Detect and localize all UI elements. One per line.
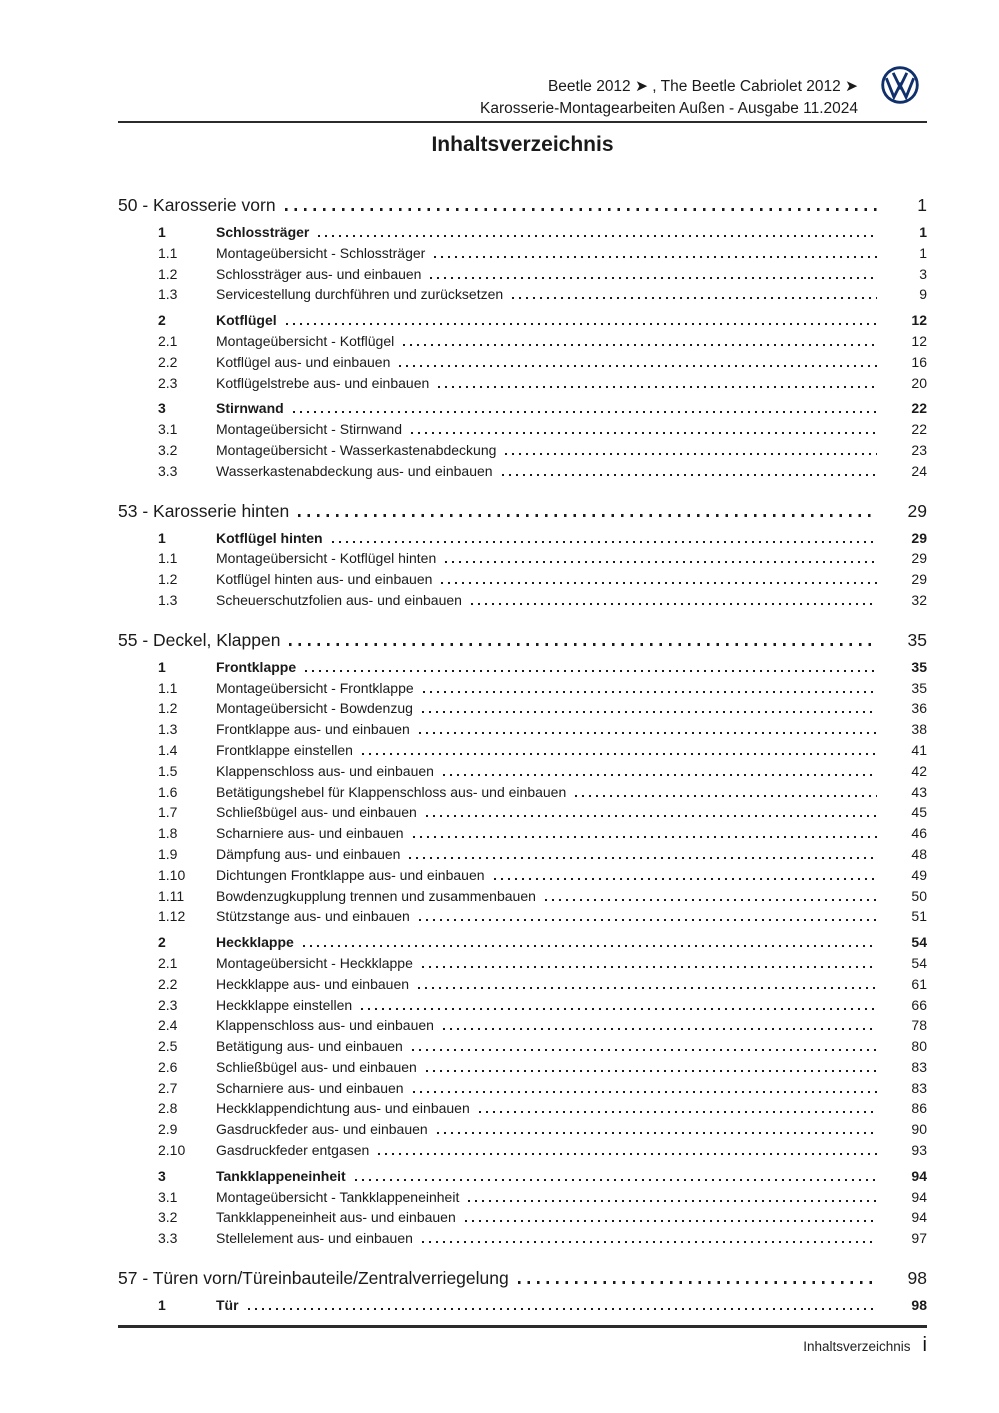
toc-chapter-row[interactable] xyxy=(118,1267,927,1289)
dotted-leader xyxy=(468,1200,877,1202)
toc-item-page: 42 xyxy=(911,762,927,779)
toc-item-number: 3 xyxy=(158,1167,166,1184)
toc-item-title: Schlossträger xyxy=(216,224,310,240)
dotted-leader xyxy=(411,432,877,434)
toc-item-number: 1.1 xyxy=(158,679,178,696)
toc-item-title: Kotflügel hinten xyxy=(216,529,323,546)
toc-item-page: 78 xyxy=(911,1017,927,1034)
toc-item-row[interactable] xyxy=(118,657,927,678)
toc-item-number: 1.11 xyxy=(158,887,185,904)
toc-item-page: 94 xyxy=(911,1188,927,1205)
toc-item-title: Tankklappeneinheit xyxy=(216,1167,346,1184)
toc-item-row[interactable] xyxy=(118,1295,927,1316)
dotted-leader xyxy=(441,582,877,584)
toc-item-row[interactable] xyxy=(118,590,927,611)
page-title: Inhaltsverzeichnis xyxy=(431,133,614,156)
toc-item-row[interactable] xyxy=(118,310,927,331)
dotted-leader xyxy=(298,514,877,517)
toc-item-title: Montageübersicht - Bowdenzug xyxy=(216,700,413,717)
dotted-leader xyxy=(422,1241,877,1243)
toc-item-number: 1.1 xyxy=(158,550,178,567)
toc-item-row[interactable] xyxy=(118,398,927,419)
toc-chapter-page: 35 xyxy=(907,629,927,650)
toc-item-page: 98 xyxy=(911,1297,927,1314)
toc-item-number: 1.1 xyxy=(158,244,178,261)
toc-item-number: 2.10 xyxy=(158,1142,186,1159)
toc-chapter-page: 29 xyxy=(907,500,927,521)
toc-item-number: 2.7 xyxy=(158,1079,178,1096)
toc-item-number: 1.7 xyxy=(158,804,178,821)
toc-item-title: Heckklappendichtung aus- und einbauen xyxy=(216,1100,470,1117)
toc-item-title: Bowdenzugkupplung trennen und zusammenbauen xyxy=(216,887,536,904)
dotted-leader xyxy=(355,1179,877,1181)
toc-item-title: Scharniere aus- und einbauen xyxy=(216,825,404,842)
toc-item-title: Gasdruckfeder entgasen xyxy=(216,1142,370,1159)
dotted-leader xyxy=(285,208,877,211)
toc-item-page: 23 xyxy=(911,441,927,458)
toc-item-title: Montageübersicht - Tankklappeneinheit xyxy=(216,1188,460,1205)
toc-item-number: 1.10 xyxy=(158,866,186,883)
dotted-leader xyxy=(471,603,877,605)
toc-item-page: 49 xyxy=(911,866,927,883)
toc-item-row[interactable] xyxy=(118,974,927,995)
toc-item-number: 2.6 xyxy=(158,1058,178,1075)
dotted-leader xyxy=(545,899,877,901)
dotted-leader xyxy=(419,919,877,921)
toc-item-page: 22 xyxy=(911,421,927,438)
toc-item-row[interactable] xyxy=(118,528,927,549)
dotted-leader xyxy=(362,753,877,755)
toc-item-page: 32 xyxy=(911,591,927,608)
toc-item-number: 3.2 xyxy=(158,441,178,458)
toc-item-title: Dichtungen Frontklappe aus- und einbauen xyxy=(216,866,485,883)
toc-item-number: 2.3 xyxy=(158,996,178,1013)
toc-item-title: Heckklappe aus- und einbauen xyxy=(216,975,410,992)
toc-item-page: 51 xyxy=(911,908,927,925)
toc-item-row[interactable] xyxy=(118,1057,927,1078)
toc-item-number: 1 xyxy=(158,1297,166,1314)
toc-item-row[interactable] xyxy=(118,1119,927,1140)
toc-item-title: Frontklappe xyxy=(216,658,297,675)
dotted-leader xyxy=(413,836,877,838)
toc-chapter-label: 55 - Deckel, Klappen xyxy=(118,629,281,650)
toc-item-number: 3.2 xyxy=(158,1209,178,1226)
toc-item-number: 1 xyxy=(158,658,166,675)
toc-item-row[interactable] xyxy=(118,243,927,264)
dotted-leader xyxy=(412,1049,877,1051)
toc-item-page: 1 xyxy=(919,224,927,240)
dotted-leader xyxy=(423,691,877,693)
toc-item-page: 29 xyxy=(911,550,927,567)
toc-item-row[interactable] xyxy=(118,761,927,782)
toc-item-row[interactable] xyxy=(118,719,927,740)
toc-item-number: 1 xyxy=(158,529,166,546)
toc-item-number: 1.8 xyxy=(158,825,178,842)
toc-item-page: 90 xyxy=(911,1121,927,1138)
toc-item-row[interactable] xyxy=(118,548,927,569)
toc-chapter-page: 1 xyxy=(917,195,927,215)
dotted-leader xyxy=(438,386,877,388)
toc-item-number: 2.8 xyxy=(158,1100,178,1117)
toc-item-page: 24 xyxy=(911,462,927,479)
toc-item-number: 2.9 xyxy=(158,1121,178,1138)
toc-item-page: 1 xyxy=(919,244,927,261)
header-model-line: Beetle 2012 ➤ , The Beetle Cabriolet 2012 ➤ xyxy=(547,78,858,95)
toc-item-number: 1.12 xyxy=(158,908,186,925)
dotted-leader xyxy=(419,732,877,734)
toc xyxy=(118,194,927,1316)
footer-page-number: i xyxy=(922,1334,927,1356)
toc-item-page: 86 xyxy=(911,1100,927,1117)
header-divider xyxy=(118,121,927,123)
toc-item-page: 22 xyxy=(911,400,927,417)
toc-item-page: 29 xyxy=(911,529,927,546)
footer-divider xyxy=(118,1325,927,1328)
toc-item-title: Scharniere aus- und einbauen xyxy=(216,1079,404,1096)
dotted-leader xyxy=(434,256,877,258)
toc-item-title: Montageübersicht - Kotflügel hinten xyxy=(216,550,437,567)
toc-item-page: 94 xyxy=(911,1209,927,1226)
toc-item-number: 2.3 xyxy=(158,374,178,391)
toc-item-number: 2.1 xyxy=(158,954,178,971)
dotted-leader xyxy=(248,1308,877,1310)
dotted-leader xyxy=(361,1008,877,1010)
toc-item-row[interactable] xyxy=(118,1015,927,1036)
dotted-leader xyxy=(422,711,877,713)
document-header xyxy=(480,76,858,119)
toc-item-number: 1.9 xyxy=(158,845,178,862)
toc-item-page: 83 xyxy=(911,1079,927,1096)
dotted-leader xyxy=(418,987,877,989)
toc-item-number: 2.4 xyxy=(158,1017,178,1034)
dotted-leader xyxy=(445,561,877,563)
toc-item-number: 1.2 xyxy=(158,265,178,282)
toc-item-row[interactable] xyxy=(118,440,927,461)
toc-item-page: 41 xyxy=(911,741,927,758)
toc-item-page: 3 xyxy=(919,265,927,282)
dotted-leader xyxy=(502,474,877,476)
document-footer xyxy=(803,1334,927,1357)
dotted-leader xyxy=(286,323,877,325)
toc-item-row[interactable] xyxy=(118,823,927,844)
toc-item-title: Dämpfung aus- und einbauen xyxy=(216,845,401,862)
dotted-leader xyxy=(318,235,877,237)
toc-item-title: Kotflügel hinten aus- und einbauen xyxy=(216,571,433,588)
toc-item-page: 66 xyxy=(911,996,927,1013)
toc-item-row[interactable] xyxy=(118,373,927,394)
toc-item-title: Schließbügel aus- und einbauen xyxy=(216,804,417,821)
header-manual-line: Karosserie-Montagearbeiten Außen - Ausgabe 11.2024 xyxy=(480,99,858,117)
toc-item-number: 1.3 xyxy=(158,721,178,738)
dotted-leader xyxy=(332,541,877,543)
toc-item-row[interactable] xyxy=(118,461,927,482)
dotted-leader xyxy=(399,365,877,367)
toc-chapter xyxy=(118,194,927,482)
toc-item-number: 1.3 xyxy=(158,591,178,608)
toc-item-title: Servicestellung durchführen und zurücksetzen xyxy=(216,286,504,303)
toc-item-row[interactable] xyxy=(118,1187,927,1208)
toc-item-row[interactable] xyxy=(118,419,927,440)
toc-item-row[interactable] xyxy=(118,1140,927,1161)
dotted-leader xyxy=(409,857,877,859)
toc-item-row[interactable] xyxy=(118,953,927,974)
dotted-leader xyxy=(378,1153,877,1155)
dotted-leader xyxy=(443,1028,877,1030)
toc-item-title: Stellelement aus- und einbauen xyxy=(216,1230,413,1247)
toc-chapter-page: 98 xyxy=(907,1268,927,1289)
vw-logo-icon xyxy=(881,66,919,104)
dotted-leader xyxy=(289,643,877,646)
toc-item-number: 1.5 xyxy=(158,762,178,779)
toc-item-page: 45 xyxy=(911,804,927,821)
dotted-leader xyxy=(426,815,877,817)
toc-item-page: 36 xyxy=(911,700,927,717)
toc-item-title: Frontklappe aus- und einbauen xyxy=(216,721,410,738)
toc-item-page: 54 xyxy=(911,934,927,951)
toc-item-title: Kotflügel aus- und einbauen xyxy=(216,353,391,370)
toc-item-title: Montageübersicht - Kotflügel xyxy=(216,332,395,349)
toc-item-number: 3 xyxy=(158,400,166,417)
toc-item-number: 1.6 xyxy=(158,783,178,800)
toc-item-title: Betätigung aus- und einbauen xyxy=(216,1038,403,1055)
toc-chapter xyxy=(118,500,927,611)
toc-item-number: 3.1 xyxy=(158,421,178,438)
toc-item-row[interactable] xyxy=(118,1098,927,1119)
toc-item-row[interactable] xyxy=(118,932,927,953)
toc-item-title: Schließbügel aus- und einbauen xyxy=(216,1058,417,1075)
toc-item-title: Heckklappe xyxy=(216,934,294,951)
toc-item-title: Klappenschloss aus- und einbauen xyxy=(216,762,434,779)
toc-item-page: 61 xyxy=(911,975,927,992)
toc-item-page: 43 xyxy=(911,783,927,800)
toc-chapter-label: 53 - Karosserie hinten xyxy=(118,500,290,521)
toc-item-row[interactable] xyxy=(118,1207,927,1228)
toc-item-row[interactable] xyxy=(118,678,927,699)
toc-item-page: 54 xyxy=(911,954,927,971)
toc-item-title: Klappenschloss aus- und einbauen xyxy=(216,1017,434,1034)
dotted-leader xyxy=(465,1220,877,1222)
dotted-leader xyxy=(512,297,877,299)
toc-item-page: 20 xyxy=(911,374,927,391)
toc-item-page: 93 xyxy=(911,1142,927,1159)
toc-item-row[interactable] xyxy=(118,284,927,305)
toc-item-page: 50 xyxy=(911,887,927,904)
toc-item-title: Wasserkastenabdeckung aus- und einbauen xyxy=(216,462,493,479)
dotted-leader xyxy=(293,411,877,413)
toc-item-number: 1.3 xyxy=(158,286,178,303)
toc-item-title: Montageübersicht - Stirnwand xyxy=(216,421,402,438)
toc-item-row[interactable] xyxy=(118,1036,927,1057)
toc-item-row[interactable] xyxy=(118,906,927,927)
toc-item-row[interactable] xyxy=(118,782,927,803)
toc-item-title: Frontklappe einstellen xyxy=(216,741,353,758)
toc-chapter xyxy=(118,1267,927,1316)
dotted-leader xyxy=(303,945,877,947)
toc-item-title: Betätigungshebel für Klappenschloss aus- und einbauen xyxy=(216,783,567,800)
toc-item-title: Montageübersicht - Wasserkastenabdeckung xyxy=(216,441,497,458)
toc-item-page: 12 xyxy=(911,312,927,329)
toc-item-page: 9 xyxy=(919,286,927,303)
toc-item-title: Stirnwand xyxy=(216,400,284,417)
toc-item-title: Gasdruckfeder aus- und einbauen xyxy=(216,1121,428,1138)
toc-chapter-label: 50 - Karosserie vorn xyxy=(118,195,276,215)
toc-item-page: 16 xyxy=(911,353,927,370)
toc-item-row[interactable] xyxy=(118,1228,927,1249)
dotted-leader xyxy=(575,795,877,797)
toc-item-page: 46 xyxy=(911,825,927,842)
toc-item-title: Heckklappe einstellen xyxy=(216,996,353,1013)
toc-item-page: 38 xyxy=(911,721,927,738)
toc-item-row[interactable] xyxy=(118,995,927,1016)
toc-item-number: 3.3 xyxy=(158,462,178,479)
toc-item-title: Stützstange aus- und einbauen xyxy=(216,908,410,925)
toc-chapter-row[interactable] xyxy=(118,500,927,522)
toc-item-row[interactable] xyxy=(118,222,927,243)
toc-item-row[interactable] xyxy=(118,865,927,886)
dotted-leader xyxy=(494,878,877,880)
toc-item-number: 2.2 xyxy=(158,975,178,992)
toc-item-number: 1.2 xyxy=(158,700,178,717)
toc-item-number: 3.3 xyxy=(158,1230,178,1247)
toc-item-number: 1.4 xyxy=(158,741,178,758)
toc-item-title: Montageübersicht - Heckklappe xyxy=(216,954,413,971)
toc-item-title: Montageübersicht - Schlossträger xyxy=(216,244,426,261)
toc-chapter-label: 57 - Türen vorn/Türeinbauteile/Zentralverriegelung xyxy=(118,1268,509,1289)
toc-chapter-row[interactable] xyxy=(118,629,927,651)
toc-item-number: 3.1 xyxy=(158,1188,178,1205)
toc-item-row[interactable] xyxy=(118,1166,927,1187)
dotted-leader xyxy=(430,277,877,279)
toc-item-row[interactable] xyxy=(118,886,927,907)
toc-item-title: Tankklappeneinheit aus- und einbauen xyxy=(216,1209,456,1226)
toc-item-row[interactable] xyxy=(118,844,927,865)
dotted-leader xyxy=(305,670,877,672)
toc-chapter xyxy=(118,629,927,1249)
toc-item-page: 12 xyxy=(911,332,927,349)
toc-item-number: 1.2 xyxy=(158,571,178,588)
dotted-leader xyxy=(443,774,877,776)
dotted-leader xyxy=(479,1111,877,1113)
toc-item-title: Schlossträger aus- und einbauen xyxy=(216,265,422,282)
toc-item-number: 2.1 xyxy=(158,332,178,349)
toc-item-title: Kotflügel xyxy=(216,312,277,329)
toc-item-row[interactable] xyxy=(118,802,927,823)
dotted-leader xyxy=(518,1281,877,1284)
dotted-leader xyxy=(505,453,877,455)
toc-item-row[interactable] xyxy=(118,264,927,285)
dotted-leader xyxy=(403,344,877,346)
toc-item-title: Scheuerschutzfolien aus- und einbauen xyxy=(216,591,462,608)
toc-item-number: 2 xyxy=(158,312,166,329)
toc-chapter-row[interactable] xyxy=(118,194,927,216)
dotted-leader xyxy=(437,1132,877,1134)
dotted-leader xyxy=(413,1091,877,1093)
toc-item-page: 83 xyxy=(911,1058,927,1075)
toc-item-title: Kotflügelstrebe aus- und einbauen xyxy=(216,374,430,391)
toc-item-number: 2.5 xyxy=(158,1038,178,1055)
toc-item-page: 94 xyxy=(911,1167,927,1184)
toc-item-row[interactable] xyxy=(118,331,927,352)
toc-item-row[interactable] xyxy=(118,569,927,590)
toc-item-page: 48 xyxy=(911,845,927,862)
toc-item-number: 2.2 xyxy=(158,353,178,370)
toc-item-number: 2 xyxy=(158,934,166,951)
toc-item-page: 35 xyxy=(911,658,927,675)
dotted-leader xyxy=(426,1070,877,1072)
toc-item-number: 1 xyxy=(158,224,166,240)
toc-item-row[interactable] xyxy=(118,352,927,373)
toc-item-page: 97 xyxy=(911,1230,927,1247)
toc-item-page: 29 xyxy=(911,571,927,588)
toc-item-row[interactable] xyxy=(118,698,927,719)
toc-item-title: Montageübersicht - Frontklappe xyxy=(216,679,414,696)
toc-item-row[interactable] xyxy=(118,740,927,761)
dotted-leader xyxy=(422,966,877,968)
toc-item-row[interactable] xyxy=(118,1078,927,1099)
toc-item-page: 80 xyxy=(911,1038,927,1055)
toc-item-title: Tür xyxy=(216,1297,239,1314)
toc-item-page: 35 xyxy=(911,679,927,696)
footer-section-label: Inhaltsverzeichnis xyxy=(803,1339,911,1354)
